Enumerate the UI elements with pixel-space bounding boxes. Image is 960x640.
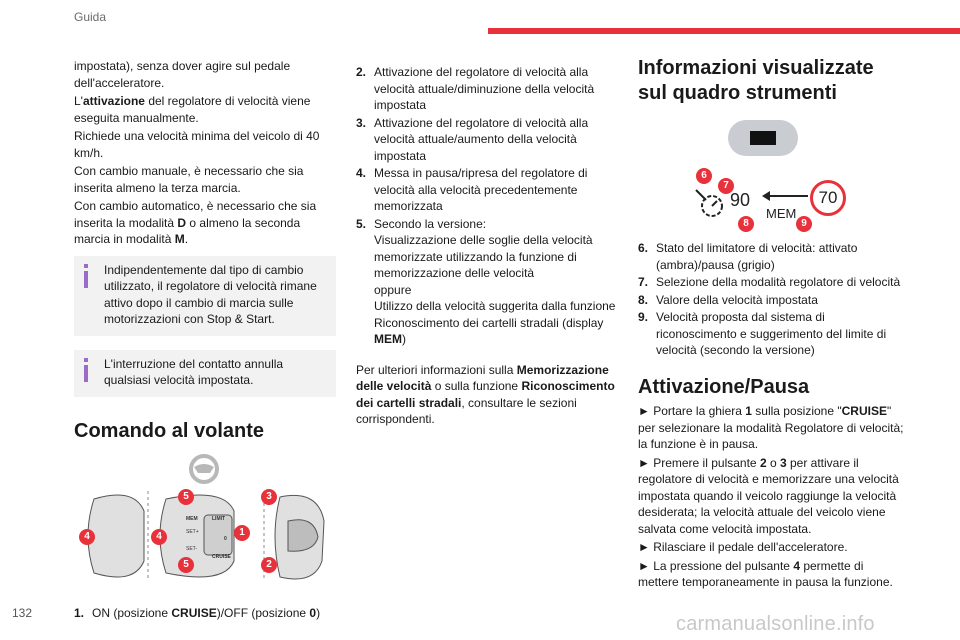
column-1 xyxy=(74,58,336,623)
text: ► Premere il pulsante xyxy=(638,455,760,470)
list-number: 6. xyxy=(638,241,649,255)
list-number: 8. xyxy=(638,292,649,307)
text: " per selezionare la modalità Regolatore di velocità; la funzione è in pausa. xyxy=(638,404,904,451)
text: ON (posizione xyxy=(92,606,172,620)
paragraph: ► Rilasciare il pedale dell'acceleratore. xyxy=(638,540,848,554)
text: ► La pressione del pulsante xyxy=(638,558,794,573)
section-heading: Informazioni visualizzate sul quadro strumenti xyxy=(638,57,874,104)
paragraph xyxy=(356,362,624,428)
callout-8: 8 xyxy=(738,216,754,232)
bold-text: Memorizzazione delle velocità xyxy=(356,362,609,393)
list-text: Messa in pausa/ripresa del regolatore di velocità alla velocità precedentemente memorizzata xyxy=(374,166,588,213)
list-item xyxy=(638,309,906,359)
list-item xyxy=(356,115,624,165)
text: , consultare le sezioni corrispondenti. xyxy=(356,395,577,426)
bold-text: CRUISE xyxy=(171,606,217,620)
bold-text: 4 xyxy=(793,558,800,573)
text: o almeno la seconda marcia in modalità xyxy=(74,215,301,246)
text: permette di mettere temporaneamente in pausa la funzione. xyxy=(638,558,893,589)
list-text: Attivazione del regolatore di velocità alla velocità attuale/diminuzione della velocità impostata xyxy=(374,65,595,112)
text: ► Portare la ghiera xyxy=(638,404,746,418)
paragraph xyxy=(638,455,906,538)
bold-text: 1 xyxy=(745,404,752,418)
steering-controls-figure xyxy=(74,453,336,593)
list-number: 3. xyxy=(356,115,367,130)
paragraph: Con cambio manuale, è necessario che sia inserita almeno la terza marcia. xyxy=(74,164,304,195)
stalk-label-mem: MEM xyxy=(186,516,198,522)
bold-text: 3 xyxy=(779,455,787,470)
list-text: Stato del limitatore di velocità: attivato (ambra)/pausa (grigio) xyxy=(656,241,858,272)
list-number: 9. xyxy=(638,310,649,324)
paragraph xyxy=(638,403,906,453)
instrument-panel-icon xyxy=(728,120,798,156)
list-item xyxy=(356,165,624,215)
note-text: Indipendentemente dal tipo di cambio utilizzato, il regolatore di velocità rimane attivo dopo il cambio di marcia sulle motorizzazioni con Stop & Start. xyxy=(104,262,317,326)
callout-2: 2 xyxy=(261,557,277,573)
callout-6: 6 xyxy=(696,168,712,184)
list-number: 7. xyxy=(638,275,649,289)
stalk-label-cruise: CRUISE xyxy=(212,554,231,560)
arrow-left-icon xyxy=(762,190,808,202)
bold-text: 0 xyxy=(309,606,317,620)
list-item xyxy=(638,240,906,273)
bold-text: attivazione xyxy=(82,94,145,108)
text: del regolatore di velocità viene eseguita manualmente. xyxy=(74,94,311,125)
paragraph xyxy=(638,558,906,591)
header-accent-bar xyxy=(488,28,960,34)
text: o sulla funzione xyxy=(431,379,522,393)
list-number: 4. xyxy=(356,166,367,180)
callout-1: 1 xyxy=(234,525,250,541)
list-text: Attivazione del regolatore di velocità alla velocità attuale/aumento della velocità impostata xyxy=(374,115,589,163)
mem-label: MEM xyxy=(766,206,797,221)
list-number: 2. xyxy=(356,65,367,79)
list-text: Visualizzazione delle soglie della velocità memorizzate utilizzando la funzione di memorizzazione delle velocità xyxy=(374,233,593,280)
speed-limit-value: 70 xyxy=(818,188,838,207)
bold-text: D xyxy=(177,215,187,230)
list-item xyxy=(74,605,336,622)
paragraph xyxy=(74,198,336,248)
text: )/OFF (posizione xyxy=(216,606,310,620)
column-3 xyxy=(638,56,906,593)
callout-9: 9 xyxy=(796,216,812,232)
text: o xyxy=(766,455,780,470)
list-text: oppure xyxy=(374,282,412,297)
callout-3: 3 xyxy=(261,489,277,505)
text: per attivare il regolatore di velocità e memorizzare una velocità impostata quando il veicolo raggiunge la velocità desiderata; la velocità attuale del veicolo viene salvata come velocità impostata. xyxy=(638,455,899,536)
text: sulla posizione " xyxy=(751,404,842,418)
list-text: Velocità proposta dal sistema di riconoscimento e suggerimento del limite di velocità (secondo la versione) xyxy=(656,310,887,357)
bold-text: 2 xyxy=(759,455,767,470)
text: Con cambio automatico, è necessario che sia inserita la modalità xyxy=(74,199,317,230)
list-text: Valore della velocità impostata xyxy=(656,292,818,307)
callout-7: 7 xyxy=(718,178,734,194)
note-text: L'interruzione del contatto annulla qualsiasi velocità impostata. xyxy=(104,356,284,387)
stalk-label-zero: 0 xyxy=(224,536,227,542)
callout-4: 4 xyxy=(79,529,95,545)
text: . xyxy=(184,232,189,246)
callout-5: 5 xyxy=(178,557,194,573)
text: L' xyxy=(74,94,83,108)
section-heading: Attivazione/Pausa xyxy=(638,375,810,398)
text: Per ulteriori informazioni sulla xyxy=(356,362,517,377)
paragraph: impostata), senza dover agire sul pedale dell'acceleratore. xyxy=(74,59,291,90)
list-item xyxy=(638,292,906,309)
paragraph: Richiede una velocità minima del veicolo di 40 km/h. xyxy=(74,129,320,160)
speed-limit-sign xyxy=(810,180,846,216)
info-icon xyxy=(84,358,88,382)
text: Utilizzo della velocità suggerita dalla funzione Riconoscimento dei cartelli stradali (display xyxy=(374,299,616,330)
section-heading: Comando al volante xyxy=(74,419,265,442)
header-section-title: Guida xyxy=(74,10,107,24)
column-2 xyxy=(356,64,624,428)
list-item xyxy=(356,216,624,348)
bold-text: MEM xyxy=(374,332,402,346)
text: ) xyxy=(316,606,321,620)
list-text: Secondo la versione: xyxy=(374,216,487,231)
stalk-illustration xyxy=(74,481,336,591)
list-item xyxy=(638,274,906,291)
list-item xyxy=(356,64,624,114)
cruise-control-icon xyxy=(694,188,728,218)
list-text xyxy=(374,298,624,348)
callout-5: 5 xyxy=(178,489,194,505)
info-icon xyxy=(84,264,88,288)
stalk-label-set-plus: SET+ xyxy=(186,529,199,535)
list-number: 5. xyxy=(356,216,367,231)
watermark: carmanualsonline.info xyxy=(676,613,875,635)
stalk-label-limit: LIMIT xyxy=(212,516,226,522)
text: ) xyxy=(402,332,406,346)
info-note xyxy=(74,350,336,397)
set-speed-value: 90 xyxy=(730,190,751,210)
page-number: 132 xyxy=(12,606,33,620)
callout-4: 4 xyxy=(151,529,167,545)
paragraph xyxy=(74,93,336,126)
list-number: 1. xyxy=(74,606,85,620)
list-text: Selezione della modalità regolatore di velocità xyxy=(656,275,901,289)
info-note xyxy=(74,256,336,336)
stalk-label-set-minus: SET- xyxy=(186,546,198,552)
instrument-panel-figure xyxy=(638,116,906,232)
bold-text: CRUISE xyxy=(841,404,887,418)
legend-list xyxy=(638,240,906,359)
bold-text: M xyxy=(174,232,185,246)
bold-text: Riconoscimento dei cartelli stradali xyxy=(356,379,615,410)
